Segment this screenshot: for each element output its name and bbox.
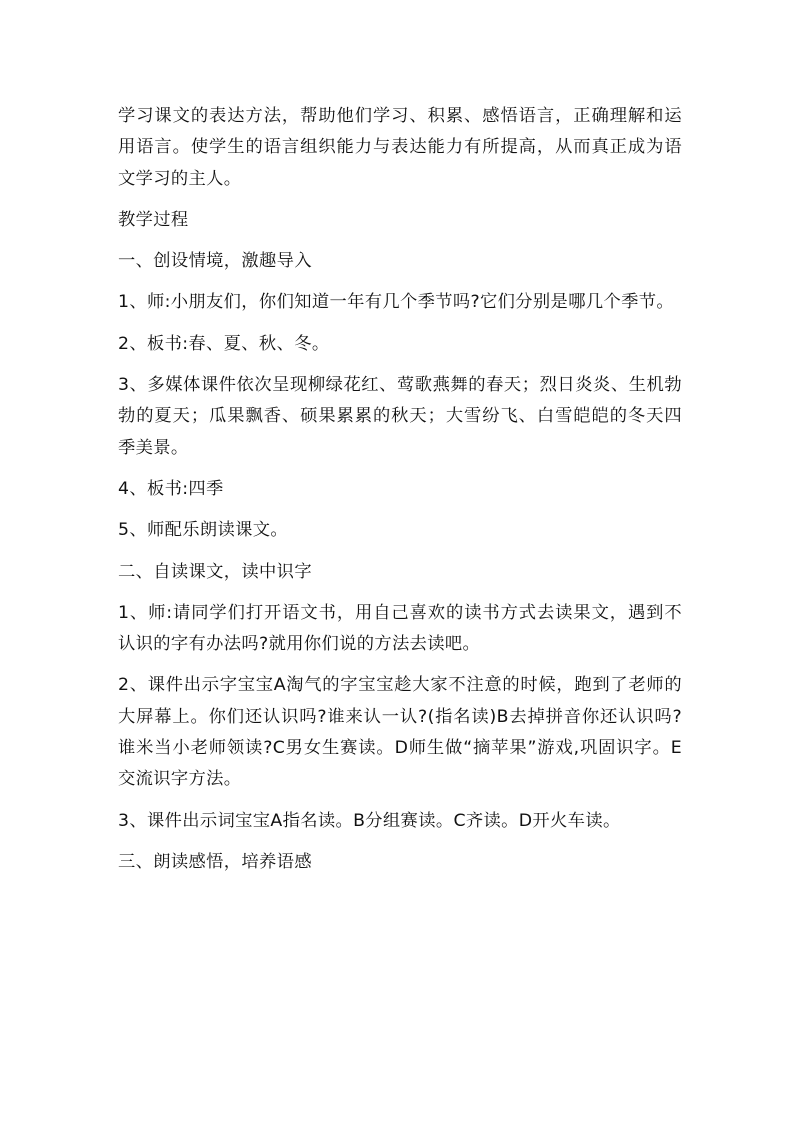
section-heading-1: 一、创设情境，激趣导入 [118, 251, 312, 272]
paragraph-spacer [118, 547, 682, 557]
intro-paragraph: 学习课文的表达方法，帮助他们学习、积累、感悟语言，正确理解和运用语言。使学生的语言组织能力与表达能力有所提高，从而真正成为语文学习的主人。 [118, 106, 682, 189]
paragraph-spacer [118, 319, 682, 329]
paragraph-spacer [118, 277, 682, 287]
paragraph-spacer [118, 505, 682, 515]
step-2-1: 1、师:请同学们打开语文书，用自己喜欢的读书方式去读果文，遇到不认识的字有办法吗?就用你们说的方法去读吧。 [118, 602, 682, 655]
paragraph-spacer [118, 796, 682, 806]
paragraph-spacer [118, 464, 682, 474]
step-1-5: 5、师配乐朗读课文。 [118, 520, 289, 541]
step-1-3: 3、多媒体课件依次呈现柳绿花红、莺歌燕舞的春天；烈日炎炎、生机勃勃的夏天；瓜果飘香、硕果累累的秋天；大雪纷飞、白雪皑皑的冬天四季美景。 [118, 375, 682, 458]
section-heading-3: 三、朗读感悟，培养语感 [118, 851, 312, 872]
step-1-1: 1、师:小朋友们，你们知道一年有几个季节吗?它们分别是哪几个季节。 [118, 292, 674, 313]
paragraph-spacer [118, 837, 682, 847]
paragraph-spacer [118, 195, 682, 205]
paragraph-spacer [118, 236, 682, 246]
step-2-3: 3、课件出示词宝宝A指名读。B分组赛读。C齐读。D开火车读。 [118, 810, 621, 831]
step-1-4: 4、板书:四季 [118, 478, 224, 499]
paragraph-spacer [118, 588, 682, 598]
section-heading-2: 二、自读课文，读中识字 [118, 561, 312, 582]
step-1-2: 2、板书:春、夏、秋、冬。 [118, 333, 330, 354]
step-2-2: 2、课件出示字宝宝A淘气的字宝宝趁大家不注意的时候，跑到了老师的大屏幕上。你们还认识吗?谁来认一认?(指名读)B去掉拼音你还认识吗?谁米当小老师领读?C男女生赛读。D师生做“摘苹果”游戏,巩固识字。E交流识字方法。 [118, 675, 682, 790]
paragraph-spacer [118, 360, 682, 370]
paragraph-spacer [118, 660, 682, 670]
document-body [118, 101, 682, 878]
section-title-teaching-process: 教学过程 [118, 209, 189, 230]
